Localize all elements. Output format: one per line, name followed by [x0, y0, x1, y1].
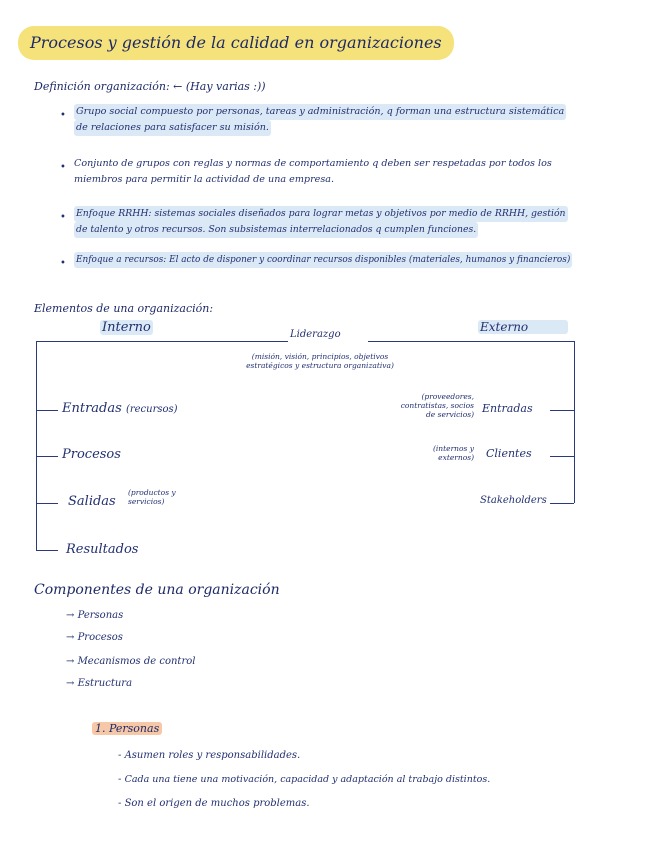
externo-note: (proveedores, contratistas, socios de servicios): [400, 392, 474, 419]
personas-item: - Asumen roles y responsabilidades.: [118, 750, 301, 761]
tick: [36, 410, 58, 411]
page-title: Procesos y gestión de la calidad en organizaciones: [18, 26, 454, 60]
definicion-heading: Definición organización: ← (Hay varias :)): [34, 80, 266, 93]
interno-item: Salidas: [68, 494, 116, 509]
externo-label: Externo: [478, 320, 568, 334]
tick: [550, 456, 574, 457]
bullet-dot: •: [60, 212, 66, 223]
liderazgo-label: Liderazgo: [290, 329, 341, 340]
interno-item: Procesos: [62, 447, 121, 462]
bullet-dot: •: [60, 110, 66, 121]
personas-heading: 1. Personas: [92, 722, 162, 735]
definicion-item: Enfoque RRHH: sistemas sociales diseñados para lograr metas y objetivos por medio de RRHH, gestión de talento y otros recursos. Son subsistemas interrelacionados q cumplen funciones.: [74, 206, 634, 238]
frame-line-top-left: [36, 341, 288, 342]
componente-item: → Mecanismos de control: [66, 656, 196, 667]
interno-item: Entradas (recursos): [62, 401, 178, 416]
externo-item: Stakeholders: [480, 495, 547, 506]
interno-label: Interno: [102, 320, 151, 335]
componente-item: → Estructura: [66, 678, 133, 689]
elementos-heading: Elementos de una organización:: [34, 302, 214, 315]
liderazgo-note: (misión, visión, principios, objetivos estratégicos y estructura organizativa): [246, 352, 394, 370]
personas-item: - Son el origen de muchos problemas.: [118, 798, 310, 809]
componente-item: → Procesos: [66, 632, 123, 643]
tick: [36, 550, 58, 551]
tick: [550, 503, 574, 504]
frame-line-right: [574, 341, 575, 503]
definicion-item: Conjunto de grupos con reglas y normas de comportamiento q deben ser respetadas por todos los miembros para permitir la actividad de una empresa.: [74, 158, 552, 185]
bullet-dot: •: [60, 258, 66, 269]
externo-item: Clientes: [486, 447, 532, 460]
tick: [550, 410, 574, 411]
externo-note: (internos y externos): [432, 444, 474, 462]
personas-item: - Cada una tiene una motivación, capacidad y adaptación al trabajo distintos.: [118, 774, 491, 785]
tick: [36, 456, 58, 457]
definicion-item: Grupo social compuesto por personas, tareas y administración, q forman una estructura sistemática de relaciones para satisfacer su misión.: [74, 104, 634, 136]
interno-item: Resultados: [66, 542, 139, 557]
componente-item: → Personas: [66, 610, 124, 621]
externo-item: Entradas: [482, 402, 533, 415]
bullet-dot: •: [60, 162, 66, 173]
frame-line-top-right: [368, 341, 574, 342]
tick: [36, 503, 58, 504]
interno-note: (productos y servicios): [128, 488, 176, 506]
componentes-heading: Componentes de una organización: [34, 582, 280, 598]
frame-line-left: [36, 341, 37, 551]
definicion-item: Enfoque a recursos: El acto de disponer y coordinar recursos disponibles (materiales, humanos y financieros): [74, 252, 638, 268]
